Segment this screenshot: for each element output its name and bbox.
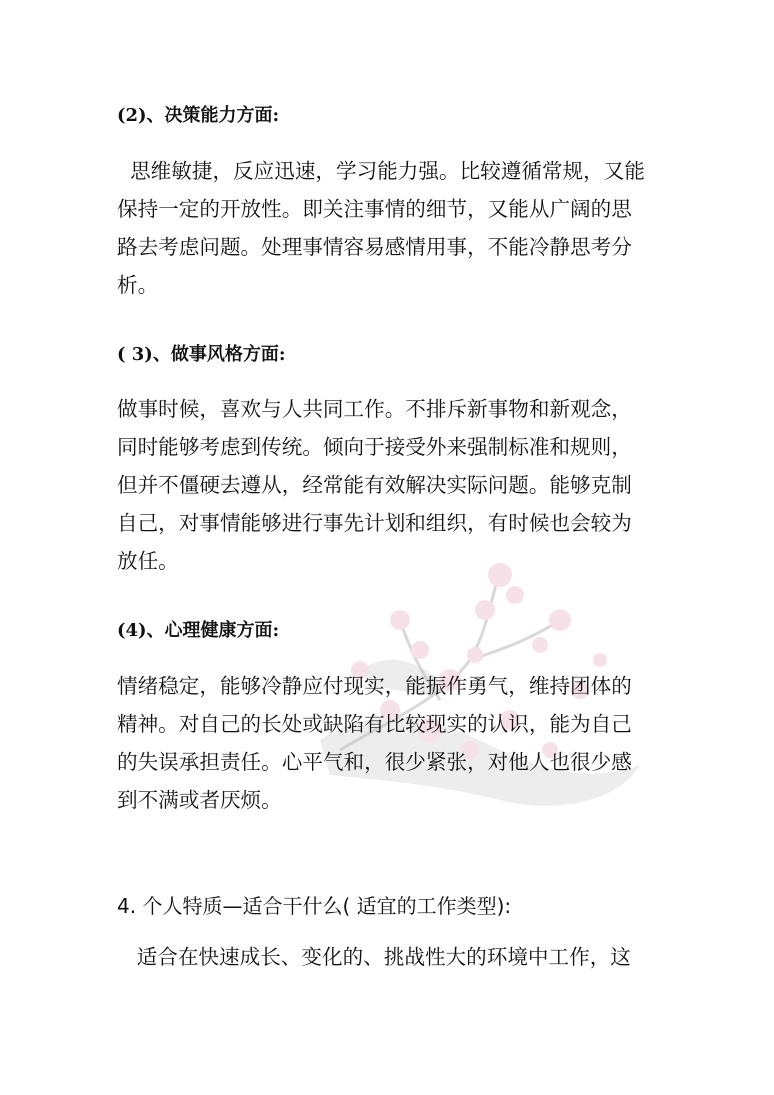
paragraph-line: 路去考虑问题。处理事情容易感情用事，不能冷静思考分	[117, 235, 632, 259]
paragraph-line: 做事时候，喜欢与人共同工作。不排斥新事物和新观念，	[117, 397, 632, 421]
paragraph-line: 精神。对自己的长处或缺陷有比较现实的认识，能为自己	[117, 712, 632, 736]
heading-personal-traits: 4. 个人特质—适合干什么( 适宜的工作类型):	[117, 894, 512, 918]
paragraph-work-style	[117, 390, 662, 580]
paragraph-mental-health	[117, 667, 662, 819]
paragraph-line: 同时能够考虑到传统。倾向于接受外来强制标准和规则，	[117, 435, 632, 459]
heading-mental-health: (4)、心理健康方面:	[117, 620, 280, 641]
heading-work-style: ( 3)、做事风格方面:	[117, 344, 286, 365]
paragraph-line: 析。	[117, 273, 159, 297]
paragraph-line: 放任。	[117, 549, 179, 573]
paragraph-line: 自己，对事情能够进行事先计划和组织，有时候也会较为	[117, 511, 632, 535]
paragraph-personal-traits	[117, 938, 662, 976]
paragraph-line: 保持一定的开放性。即关注事情的细节，又能从广阔的思	[117, 197, 632, 221]
paragraph-line: 情绪稳定，能够冷静应付现实，能振作勇气，维持团体的	[117, 674, 632, 698]
paragraph-decision-ability	[117, 152, 662, 304]
heading-decision-ability: (2)、决策能力方面:	[117, 105, 280, 126]
paragraph-line: 但并不僵硬去遵从，经常能有效解决实际问题。能够克制	[117, 473, 632, 497]
paragraph-line: 的失误承担责任。心平气和，很少紧张，对他人也很少感	[117, 750, 632, 774]
paragraph-line: 思维敏捷，反应迅速，学习能力强。比较遵循常规，又能	[117, 159, 645, 183]
paragraph-line: 到不满或者厌烦。	[117, 788, 282, 812]
paragraph-line: 适合在快速成长、变化的、挑战性大的环境中工作，这	[117, 945, 631, 969]
